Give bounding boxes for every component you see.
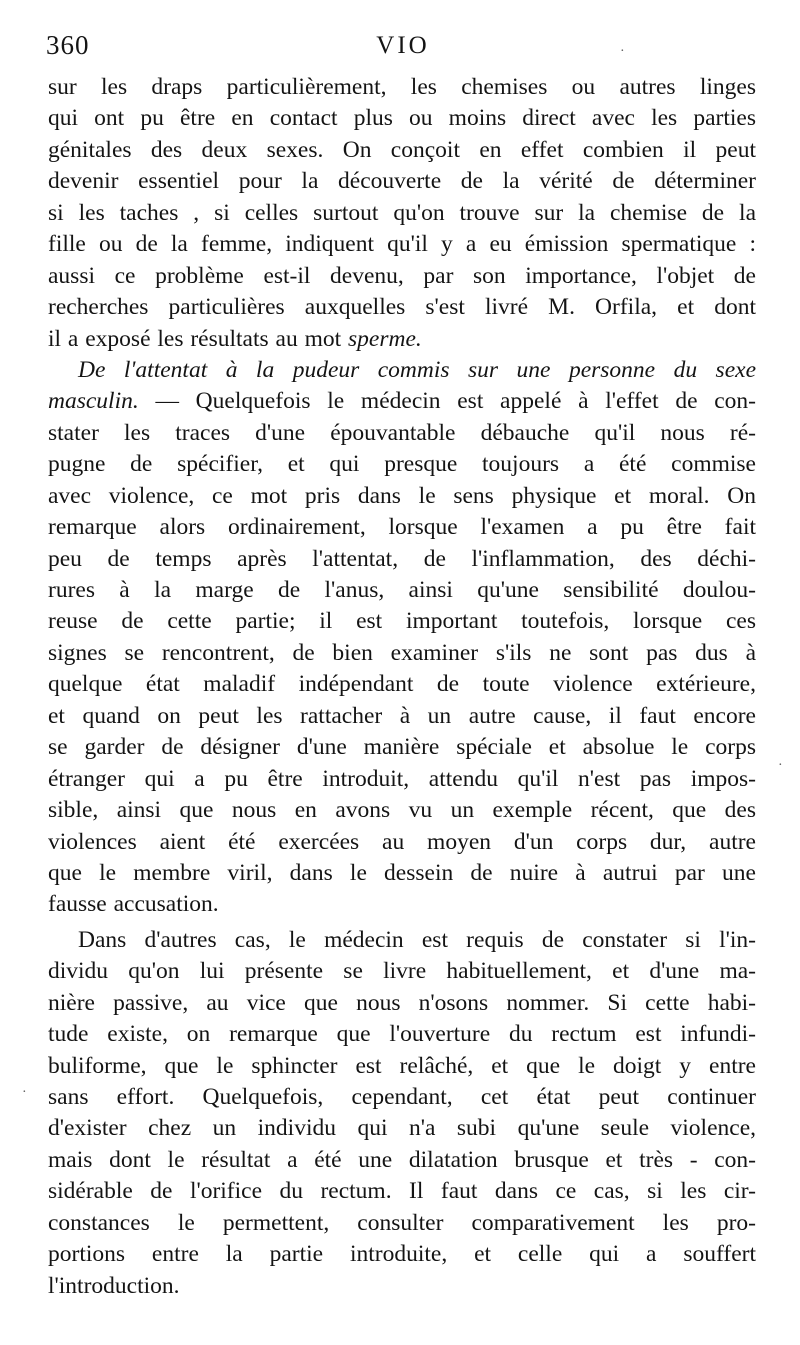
italic-term: sperme. xyxy=(348,325,422,352)
text-line: fille ou de la femme, indiquent qu'il y a eu émission spermatique : xyxy=(48,231,756,258)
text-line: recherches particulières auxquelles s'est livré M. Orfila, et dont xyxy=(48,294,756,321)
body-text xyxy=(48,72,756,1302)
text-line: sans effort. Quelquefois, cependant, cet état peut continuer xyxy=(48,1084,756,1110)
text-line: stater les traces d'une épouvantable débauche qu'il nous ré- xyxy=(48,419,756,446)
text-fragment: il a exposé les résultats au mot xyxy=(48,325,349,352)
text-line: peu de temps après l'attentat, de l'inflammation, des déchi- xyxy=(48,545,756,572)
text-line: aussi ce problème est-il devenu, par son importance, l'objet de xyxy=(48,262,756,289)
text-line: portions entre la partie introduite, et celle qui a souffert xyxy=(48,1241,756,1268)
text-line: pugne de spécifier, et qui presque toujours a été commise xyxy=(48,451,756,478)
text-line: quelque état maladif indépendant de toute violence extérieure, xyxy=(48,671,756,698)
text-line: avec violence, ce mot pris dans le sens physique et moral. On xyxy=(48,482,756,509)
text-line: rures à la marge de l'anus, ainsi qu'une sensibilité doulou- xyxy=(48,577,756,603)
section-heading: De l'attentat à la pudeur commis sur une personne du sexe xyxy=(78,356,756,383)
text-line: l'introduction. xyxy=(48,1272,180,1299)
text-line: constances le permettent, consulter comparativement les pro- xyxy=(48,1209,756,1236)
text-line: qui ont pu être en contact plus ou moins direct avec les parties xyxy=(48,105,756,132)
text-line: sidérable de l'orifice du rectum. Il faut dans ce cas, si les cir- xyxy=(48,1178,756,1205)
text-line: buliforme, que le sphincter est relâché, et que le doigt y entre xyxy=(48,1052,756,1079)
paragraph-autres-cas xyxy=(48,925,756,1302)
ink-speck: · xyxy=(620,44,625,59)
text-line xyxy=(48,324,756,355)
paragraph-attentat xyxy=(48,355,756,921)
text-line: d'exister chez un individu qui n'a subi qu'une seule violence, xyxy=(48,1115,756,1142)
text-line: et quand on peut les rattacher à un autre cause, il faut encore xyxy=(48,702,756,729)
text-line: remarque alors ordinairement, lorsque l'examen a pu être fait xyxy=(48,514,756,541)
text-line: Dans d'autres cas, le médecin est requis de constater si l'in- xyxy=(78,926,756,953)
text-line: génitales des deux sexes. On conçoit en effet combien il peut xyxy=(48,136,756,163)
running-head: VIO xyxy=(376,32,430,59)
text-line: se garder de désigner d'une manière spéciale et absolue le corps xyxy=(48,734,756,761)
text-line: sur les draps particulièrement, les chemises ou autres linges xyxy=(48,74,756,100)
text-line: étranger qui a pu être introduit, attendu qu'il n'est pas impos- xyxy=(48,765,756,792)
text-line: nière passive, au vice que nous n'osons nommer. Si cette habi- xyxy=(48,989,756,1016)
section-heading-line xyxy=(48,355,756,386)
text-line: dividu qu'on lui présente se livre habituellement, et d'une ma- xyxy=(48,958,756,985)
text-line: si les taches , si celles surtout qu'on trouve sur la chemise de la xyxy=(48,199,756,226)
ink-speck: · xyxy=(22,1085,27,1100)
text-fragment: — Quelquefois le médecin est appelé à l'effet de con- xyxy=(138,388,756,415)
text-line: devenir essentiel pour la découverte de la vérité de déterminer xyxy=(48,168,756,195)
page-header xyxy=(46,30,760,70)
text-line: fausse accusation. xyxy=(48,891,219,918)
page-number: 360 xyxy=(46,30,90,60)
text-line: tude existe, on remarque que l'ouverture du rectum est infundi- xyxy=(48,1021,756,1048)
text-line: mais dont le résultat a été une dilatation brusque et très - con- xyxy=(48,1146,756,1173)
text-line: sible, ainsi que nous en avons vu un exemple récent, que des xyxy=(48,797,756,824)
ink-speck: · xyxy=(778,758,783,773)
text-line xyxy=(48,386,756,417)
text-line: signes se rencontrent, de bien examiner s'ils ne sont pas dus à xyxy=(48,639,756,666)
text-line: que le membre viril, dans le dessein de nuire à autrui par une xyxy=(48,859,756,886)
text-line: violences aient été exercées au moyen d'un corps dur, autre xyxy=(48,828,756,855)
paragraph-continued xyxy=(48,72,756,355)
text-line: reuse de cette partie; il est important toutefois, lorsque ces xyxy=(48,608,756,635)
section-heading-end: masculin. xyxy=(48,388,139,415)
